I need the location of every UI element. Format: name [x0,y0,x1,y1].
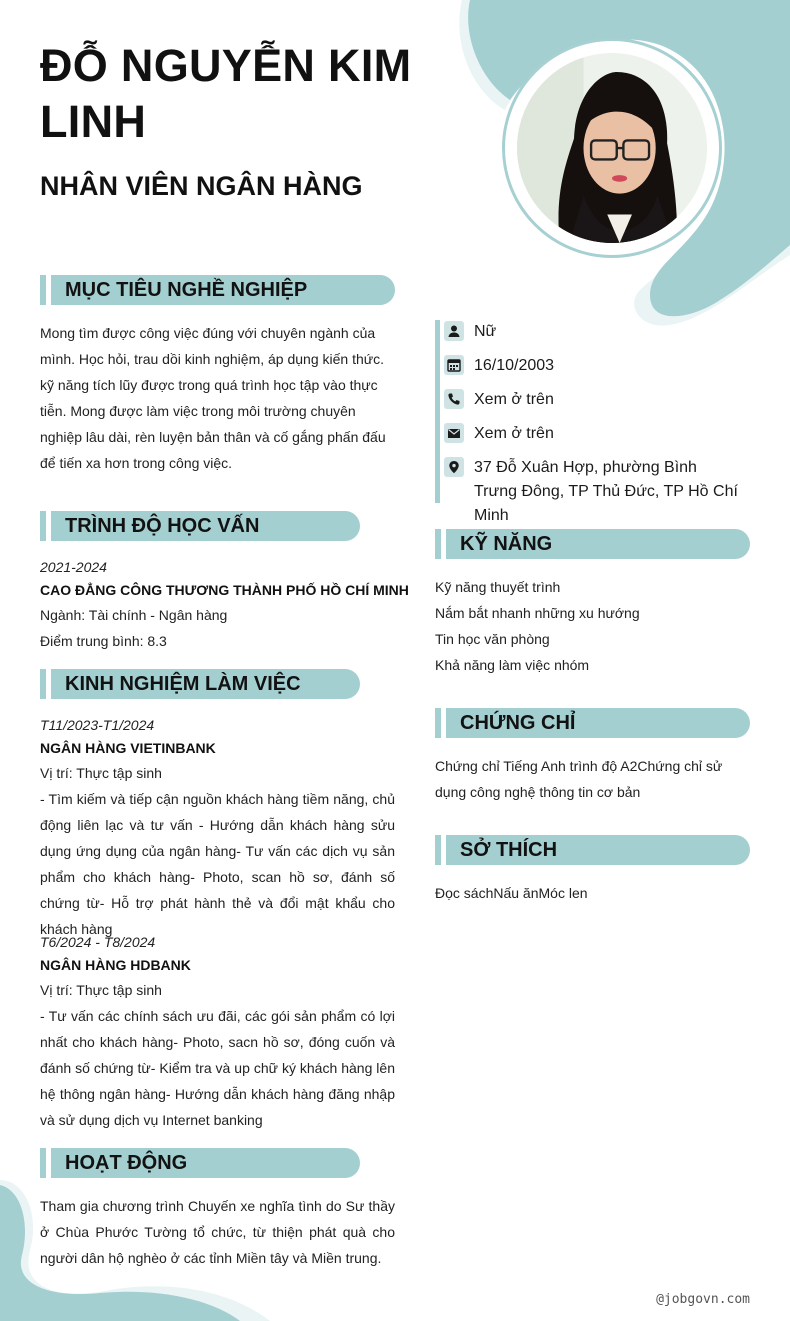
skill-item: Nắm bắt nhanh những xu hướng [435,605,640,621]
experience-heading [40,669,360,699]
experience-company: NGÂN HÀNG VIETINBANK [40,740,216,756]
mail-icon [444,423,464,443]
gender-value: Nữ [474,323,497,340]
skill-item: Khả năng làm việc nhóm [435,657,590,673]
candidate-name: ĐỖ NGUYỄN KIM LINH [40,40,412,147]
contact-accent-bar [435,320,440,503]
experience-position: Vị trí: Thực tập sinh [40,765,162,781]
job-title: NHÂN VIÊN NGÂN HÀNG [40,171,363,201]
certificates-text: Chứng chỉ Tiếng Anh trình độ A2Chứng chỉ sử dụng công nghệ thông tin cơ bản [435,758,723,800]
skills-heading [435,529,750,559]
skill-item: Kỹ năng thuyết trình [435,579,561,595]
education-school: CAO ĐẲNG CÔNG THƯƠNG THÀNH PHỐ HỒ CHÍ MINH [40,582,409,598]
hobbies-heading [435,835,750,865]
location-pin-icon [444,457,464,477]
hobbies-heading-text: SỞ THÍCH [460,839,558,861]
activities-heading-text: HOẠT ĐỘNG [65,1152,188,1174]
birthday-value: 16/10/2003 [474,357,555,374]
calendar-icon [444,355,464,375]
email-value: Xem ở trên [474,425,554,442]
objective-text: Mong tìm được công việc đúng với chuyên ngành của mình. Học hỏi, trau dồi kinh nghiệm, áp dụng kiến thức. kỹ năng tích lũy được trong quá trình học tập vào thực tiễn. Mong được làm việc trong môi trường chuyên nghiệp lâu dài, rèn luyện bản thân và cố gắng phấn đấu để tiến xa hơn trong công việc. [40,325,386,471]
education-heading-text: TRÌNH ĐỘ HỌC VẤN [65,515,260,537]
contact-phone [444,388,744,412]
experience-position: Vị trí: Thực tập sinh [40,982,162,998]
activities-text: Tham gia chương trình Chuyến xe nghĩa tình do Sư thầy ở Chùa Phước Tường tổ chức, từ thiện phát quà cho người dân hộ nghèo ở các tỉnh Miền tây và Miền trung. [40,1198,395,1266]
watermark-text: @jobgovn.com [656,1292,750,1307]
experience-description: - Tìm kiếm và tiếp cận nguồn khách hàng tiềm năng, chủ động liên lạc và tư vấn - Hướng dẫn khách hàng sửu dụng ứng dụng của ngân hàng- Tư vấn các dịch vụ sản phẩm cho khách hàng- Photo, scan hồ sơ, đánh số chứng từ- Hỗ trợ phát hành thẻ và đổi mật khẩu cho khách hàng [40,791,395,937]
experience-period: T6/2024 - T8/2024 [40,934,156,950]
experience-description: - Tư vấn các chính sách ưu đãi, các gói sản phẩm có lợi nhất cho khách hàng- Photo, sacn hồ sơ, đóng cuốn và đánh số chứng từ- Kiểm tra và up chữ ký khách hàng lên hệ thông ngân hàng- Hướng dẫn khách hàng đăng nhập và sử dụng dịch vụ Internet banking [40,1008,395,1128]
experience-company: NGÂN HÀNG HDBANK [40,957,191,973]
person-icon [444,321,464,341]
contact-birthday [444,354,744,378]
objective-heading-text: MỤC TIÊU NGHỀ NGHIỆP [65,279,308,301]
profile-photo [502,38,722,258]
skills-heading-text: KỸ NĂNG [460,533,553,555]
address-value: 37 Đỗ Xuân Hợp, phường Bình Trưng Đông, TP Thủ Đức, TP Hồ Chí Minh [474,459,738,524]
certificates-heading [435,708,750,738]
education-heading [40,511,360,541]
phone-icon [444,389,464,409]
education-major: Ngành: Tài chính - Ngân hàng [40,607,228,623]
portrait-illustration [517,53,707,243]
contact-gender [444,320,744,344]
skill-item: Tin học văn phòng [435,631,550,647]
certificates-heading-text: CHỨNG CHỈ [460,712,576,734]
hobbies-text: Đọc sáchNấu ănMóc len [435,885,588,901]
education-period: 2021-2024 [40,559,107,575]
experience-period: T11/2023-T1/2024 [40,717,155,733]
contact-email [444,422,744,446]
experience-heading-text: KINH NGHIỆM LÀM VIỆC [65,673,301,695]
activities-heading [40,1148,360,1178]
objective-heading [40,275,395,305]
phone-value: Xem ở trên [474,391,554,408]
contact-address [444,456,744,528]
education-gpa: Điểm trung bình: 8.3 [40,633,167,649]
